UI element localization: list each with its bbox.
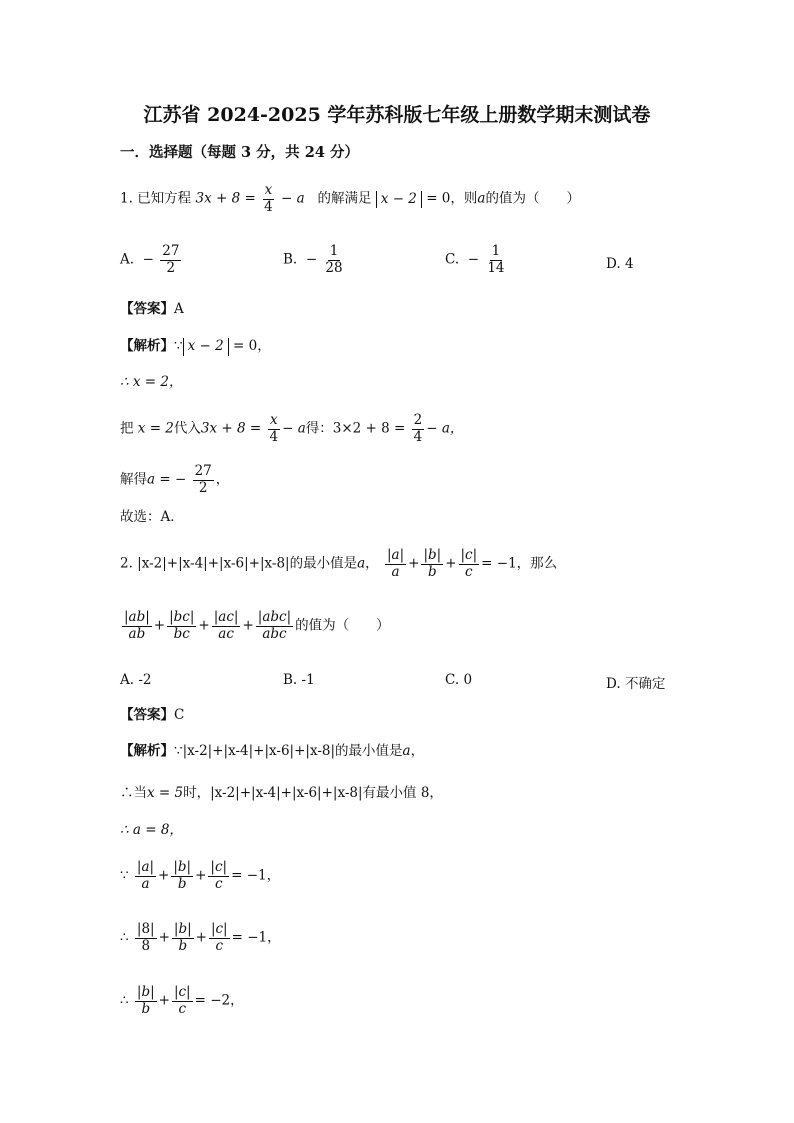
absolute-value: x − 2 — [183, 338, 229, 356]
therefore-symbol: ∴ — [120, 929, 129, 946]
fraction: $\frac{|b|}{b}$ — [173, 859, 192, 892]
equation-part: = 0， — [233, 338, 271, 354]
fraction: $\frac{|b|}{b}$ — [136, 984, 155, 1017]
text: ∵|x-2|+|x-4|+|x-6|+|x-8|的最小值是 — [174, 743, 403, 759]
option-c: C. 0 — [445, 672, 473, 688]
question-number: 1. — [120, 190, 133, 207]
fraction: $\frac{|c|}{c}$ — [210, 921, 228, 954]
option-d: D. 不确定 — [606, 676, 666, 692]
analysis-line — [120, 338, 271, 356]
fraction: $\frac{|c|}{c}$ — [173, 984, 191, 1017]
step-line — [120, 787, 443, 801]
text: 把 — [120, 420, 134, 437]
fraction: $\frac{1}{14}$ — [487, 243, 505, 276]
option-label: D. — [606, 256, 621, 272]
analysis-label: 【解析】 — [120, 338, 174, 354]
fraction: $\frac{|ab|}{ab}$ — [124, 609, 150, 642]
step-line: ∴ a = 8， — [120, 822, 183, 838]
fraction: $\frac{|ac|}{ac}$ — [213, 609, 239, 642]
equation-part: = −1，那么 — [481, 555, 558, 572]
equation-part: x = 2 — [137, 420, 174, 437]
fraction: $\frac{|b|}{b}$ — [173, 921, 192, 954]
equation-part: − a， — [426, 420, 464, 437]
variable: a — [357, 555, 366, 572]
fraction: $\frac{|b|}{b}$ — [423, 547, 442, 580]
variable: a — [477, 190, 486, 207]
text: ， — [410, 743, 425, 759]
equation-part: = 0 — [426, 190, 451, 207]
question-text: 2. |x-2|+|x-4|+|x-6|+|x-8|的最小值是 — [120, 555, 358, 572]
answer-value: C — [174, 707, 185, 723]
text: 解得 — [120, 471, 147, 488]
absolute-value: x − 2 — [376, 191, 422, 209]
fraction: $\frac{|8|}{8}$ — [136, 921, 155, 954]
fraction: $\frac{|bc|}{bc}$ — [169, 609, 195, 642]
answer-value: A — [174, 301, 184, 317]
equation-right: − a — [280, 190, 305, 207]
text: ， — [365, 555, 379, 572]
text: 时，|x-2|+|x-4|+|x-6|+|x-8|有最小值 8， — [183, 785, 443, 801]
answer-line — [120, 709, 184, 723]
option-b — [283, 244, 347, 276]
text: 得： — [305, 420, 333, 437]
step-line: ∵ $\frac{|a|}{a}$ + $\frac{|b|}{b}$ + $\frac{|c|}{c}$ = −1， — [120, 859, 281, 892]
fraction: $\frac{x}{4}$ — [264, 182, 273, 215]
step-line: ∴ $\frac{|b|}{b}$ + $\frac{|c|}{c}$ = −2， — [120, 984, 244, 1017]
analysis-line — [120, 745, 424, 759]
fraction: $\frac{2}{4}$ — [413, 412, 423, 445]
equation-part: = −2， — [194, 992, 244, 1009]
therefore-symbol: ∴ — [120, 992, 129, 1009]
step-line: ∴ $\frac{|8|}{8}$ + $\frac{|b|}{b}$ + $\frac{|c|}{c}$ = −1， — [120, 921, 281, 954]
section-heading: 一．选择题（每题 3 分，共 24 分） — [120, 144, 359, 161]
equation-part: − a — [282, 420, 306, 437]
fraction: $\frac{\text{|abc|}}{\text{abc}}$ — [257, 609, 292, 642]
option-a: A. -2 — [120, 672, 152, 688]
equation-part: 3×2 + 8 = — [332, 420, 406, 437]
document-title: 江苏省 2024-2025 学年苏科版七年级上册数学期末测试卷 — [143, 104, 651, 126]
fraction: $\frac{|a|}{a}$ — [386, 547, 405, 580]
fraction: $\frac{|c|}{c}$ — [210, 859, 228, 892]
equation-part: = −1， — [231, 867, 281, 884]
answer-line — [120, 303, 184, 317]
question-text: 已知方程 — [137, 190, 192, 207]
fraction: $\frac{27}{2}$ — [194, 463, 212, 496]
sign: − — [467, 251, 480, 268]
equation-left: 3x + 8 = — [195, 190, 256, 207]
question-text: 的值为（ ） — [485, 190, 580, 207]
option-a — [120, 244, 183, 276]
step-line — [120, 413, 463, 445]
question-1 — [120, 183, 580, 215]
question-2-line-2: $\frac{|ab|}{ab}$ + $\frac{|bc|}{bc}$ + $\frac{|ac|}{ac}$ + $\frac{\text{|abc|}}{\text{abc}}$ 的值为（ ） — [124, 609, 390, 642]
text: ， — [215, 471, 230, 488]
step-line: 故选：A． — [120, 509, 184, 525]
answer-label: 【答案】 — [120, 707, 174, 723]
analysis-label: 【解析】 — [120, 743, 174, 759]
equation-part: x = 5 — [147, 785, 184, 801]
fraction: $\frac{|c|}{c}$ — [460, 547, 478, 580]
question-text: 的值为（ ） — [295, 617, 390, 634]
sign: − — [305, 251, 318, 268]
option-d — [606, 256, 634, 272]
variable: a — [402, 743, 411, 759]
option-b: B. -1 — [283, 672, 315, 688]
because-symbol: ∵ — [120, 867, 129, 884]
answer-label: 【答案】 — [120, 301, 174, 317]
question-2: 2. |x-2|+|x-4|+|x-6|+|x-8|的最小值是a， $\frac{|a|}{a}$ + $\frac{|b|}{b}$ + $\frac{|c|}{c}$ = −1，那么 — [120, 547, 558, 580]
text: 代入 — [173, 420, 201, 437]
equation-part: = −1， — [231, 929, 281, 946]
fraction: $\frac{1}{28}$ — [325, 243, 343, 276]
option-label: A. — [120, 251, 135, 268]
equation-part: 3x + 8 = — [200, 420, 262, 437]
option-label: B. — [283, 251, 298, 268]
text: ∴当 — [120, 785, 147, 801]
question-text: ，则 — [450, 190, 478, 207]
option-label: C. — [445, 251, 460, 268]
step-line: ∴ x = 2， — [120, 374, 183, 390]
fraction: $\frac{|a|}{a}$ — [136, 859, 155, 892]
because-symbol: ∵ — [174, 338, 183, 354]
fraction: $\frac{27}{2}$ — [162, 243, 180, 276]
sign: − — [142, 251, 154, 268]
equation-part: a = − — [147, 471, 187, 488]
question-text: 的解满足 — [317, 190, 372, 207]
option-c — [445, 244, 509, 276]
step-line — [120, 464, 229, 496]
fraction: $\frac{x}{4}$ — [269, 412, 279, 445]
option-value: 4 — [624, 256, 634, 272]
